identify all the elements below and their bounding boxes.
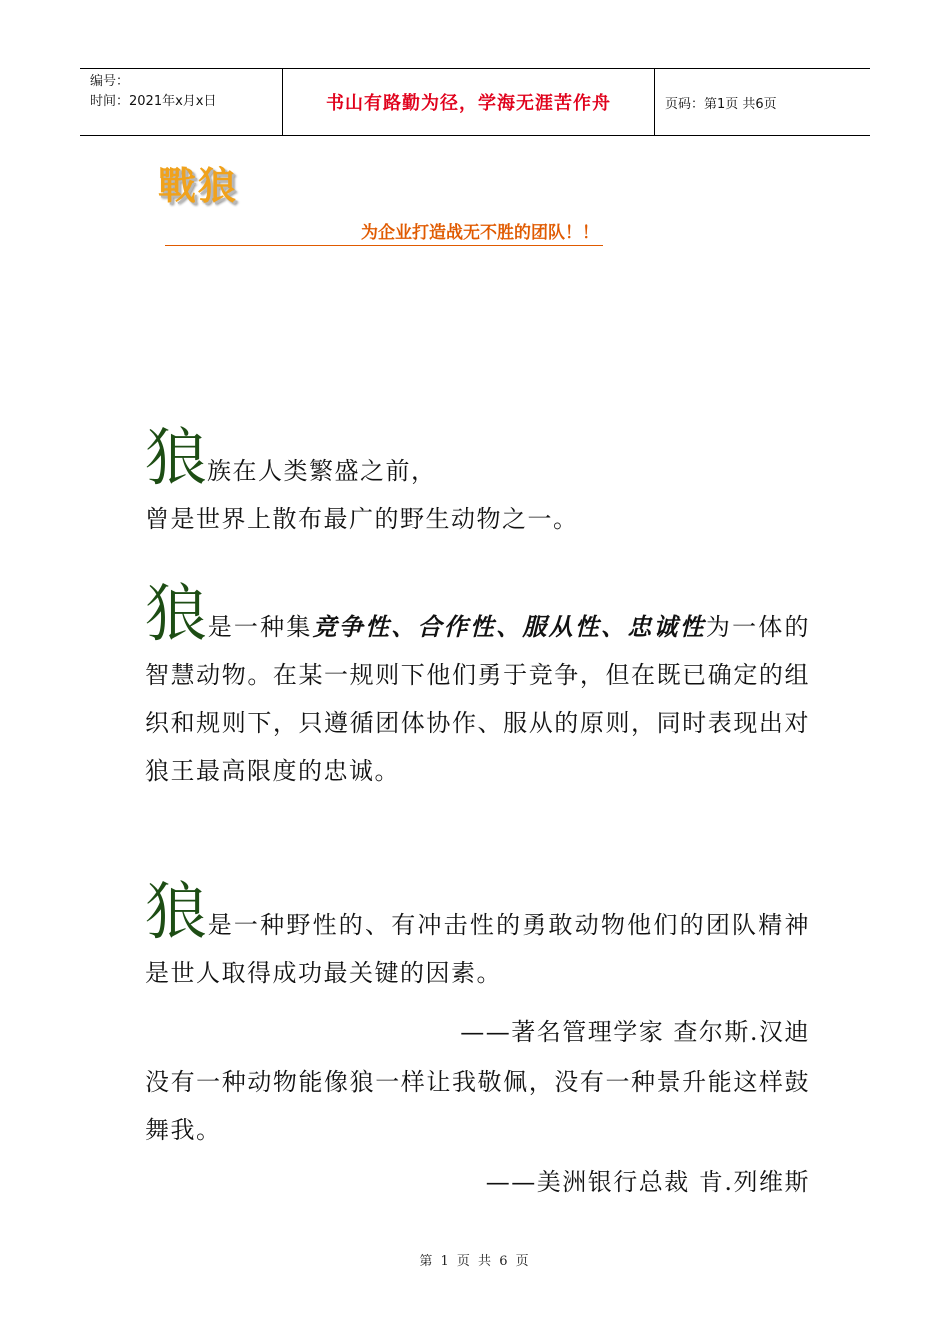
- paragraph-1: [145, 421, 810, 543]
- emphasis-obedient: 服从性: [522, 612, 601, 641]
- number-label: 编号：: [90, 74, 130, 89]
- separator: 、: [391, 612, 418, 641]
- document-header: [80, 68, 870, 136]
- attribution-handy: ——著名管理学家 查尔斯.汉迪: [460, 1018, 810, 1046]
- separator: 、: [601, 612, 628, 641]
- paragraph-3: [145, 875, 810, 997]
- emphasis-loyal: 忠诚性: [627, 612, 706, 641]
- emphasis-competitive: 竞争性: [312, 612, 392, 641]
- time-label: 时间：2021年x月x日: [90, 94, 217, 109]
- paragraph-2-text-a: 是一种集: [207, 613, 313, 641]
- dropcap: 狼: [145, 421, 208, 494]
- emphasis-cooperative: 合作性: [417, 612, 497, 641]
- paragraph-4: 没有一种动物能像狼一样让我敬佩，没有一种景升能这样鼓舞我。: [145, 1068, 810, 1144]
- logo-text: 戰狼: [158, 164, 239, 208]
- paragraph-3-text: 是一种野性的、有冲击性的勇敢动物他们的团队精神是世人取得成功最关键的因素。: [145, 911, 810, 987]
- header-meta: [80, 69, 282, 135]
- header-motto: 书山有路勤为径，学海无涯苦作舟: [282, 69, 655, 135]
- paragraph-1-line-1: 族在人类繁盛之前，: [207, 457, 437, 485]
- paragraph-1-line-2: 曾是世界上散布最广的野生动物之一。: [145, 505, 579, 533]
- paragraph-2-text-b: 为一体的智慧动物。在某一规则下他们勇于竞争，但在既已确定的组织和规则下，只遵循团体协作、服从的原则，同时表现出对狼王最高限度的忠诚。: [145, 613, 811, 785]
- slogan: 为企业打造战无不胜的团队！！: [165, 218, 603, 246]
- dropcap: 狼: [145, 875, 208, 948]
- page-footer: 第 1 页 共 6 页: [419, 1254, 531, 1269]
- header-page-info: 页码：第1页 共6页: [665, 96, 777, 112]
- attribution-lewis: ——美洲银行总裁 肯.列维斯: [485, 1168, 810, 1196]
- separator: 、: [496, 612, 523, 641]
- paragraph-2: [145, 577, 811, 795]
- dropcap: 狼: [145, 577, 208, 650]
